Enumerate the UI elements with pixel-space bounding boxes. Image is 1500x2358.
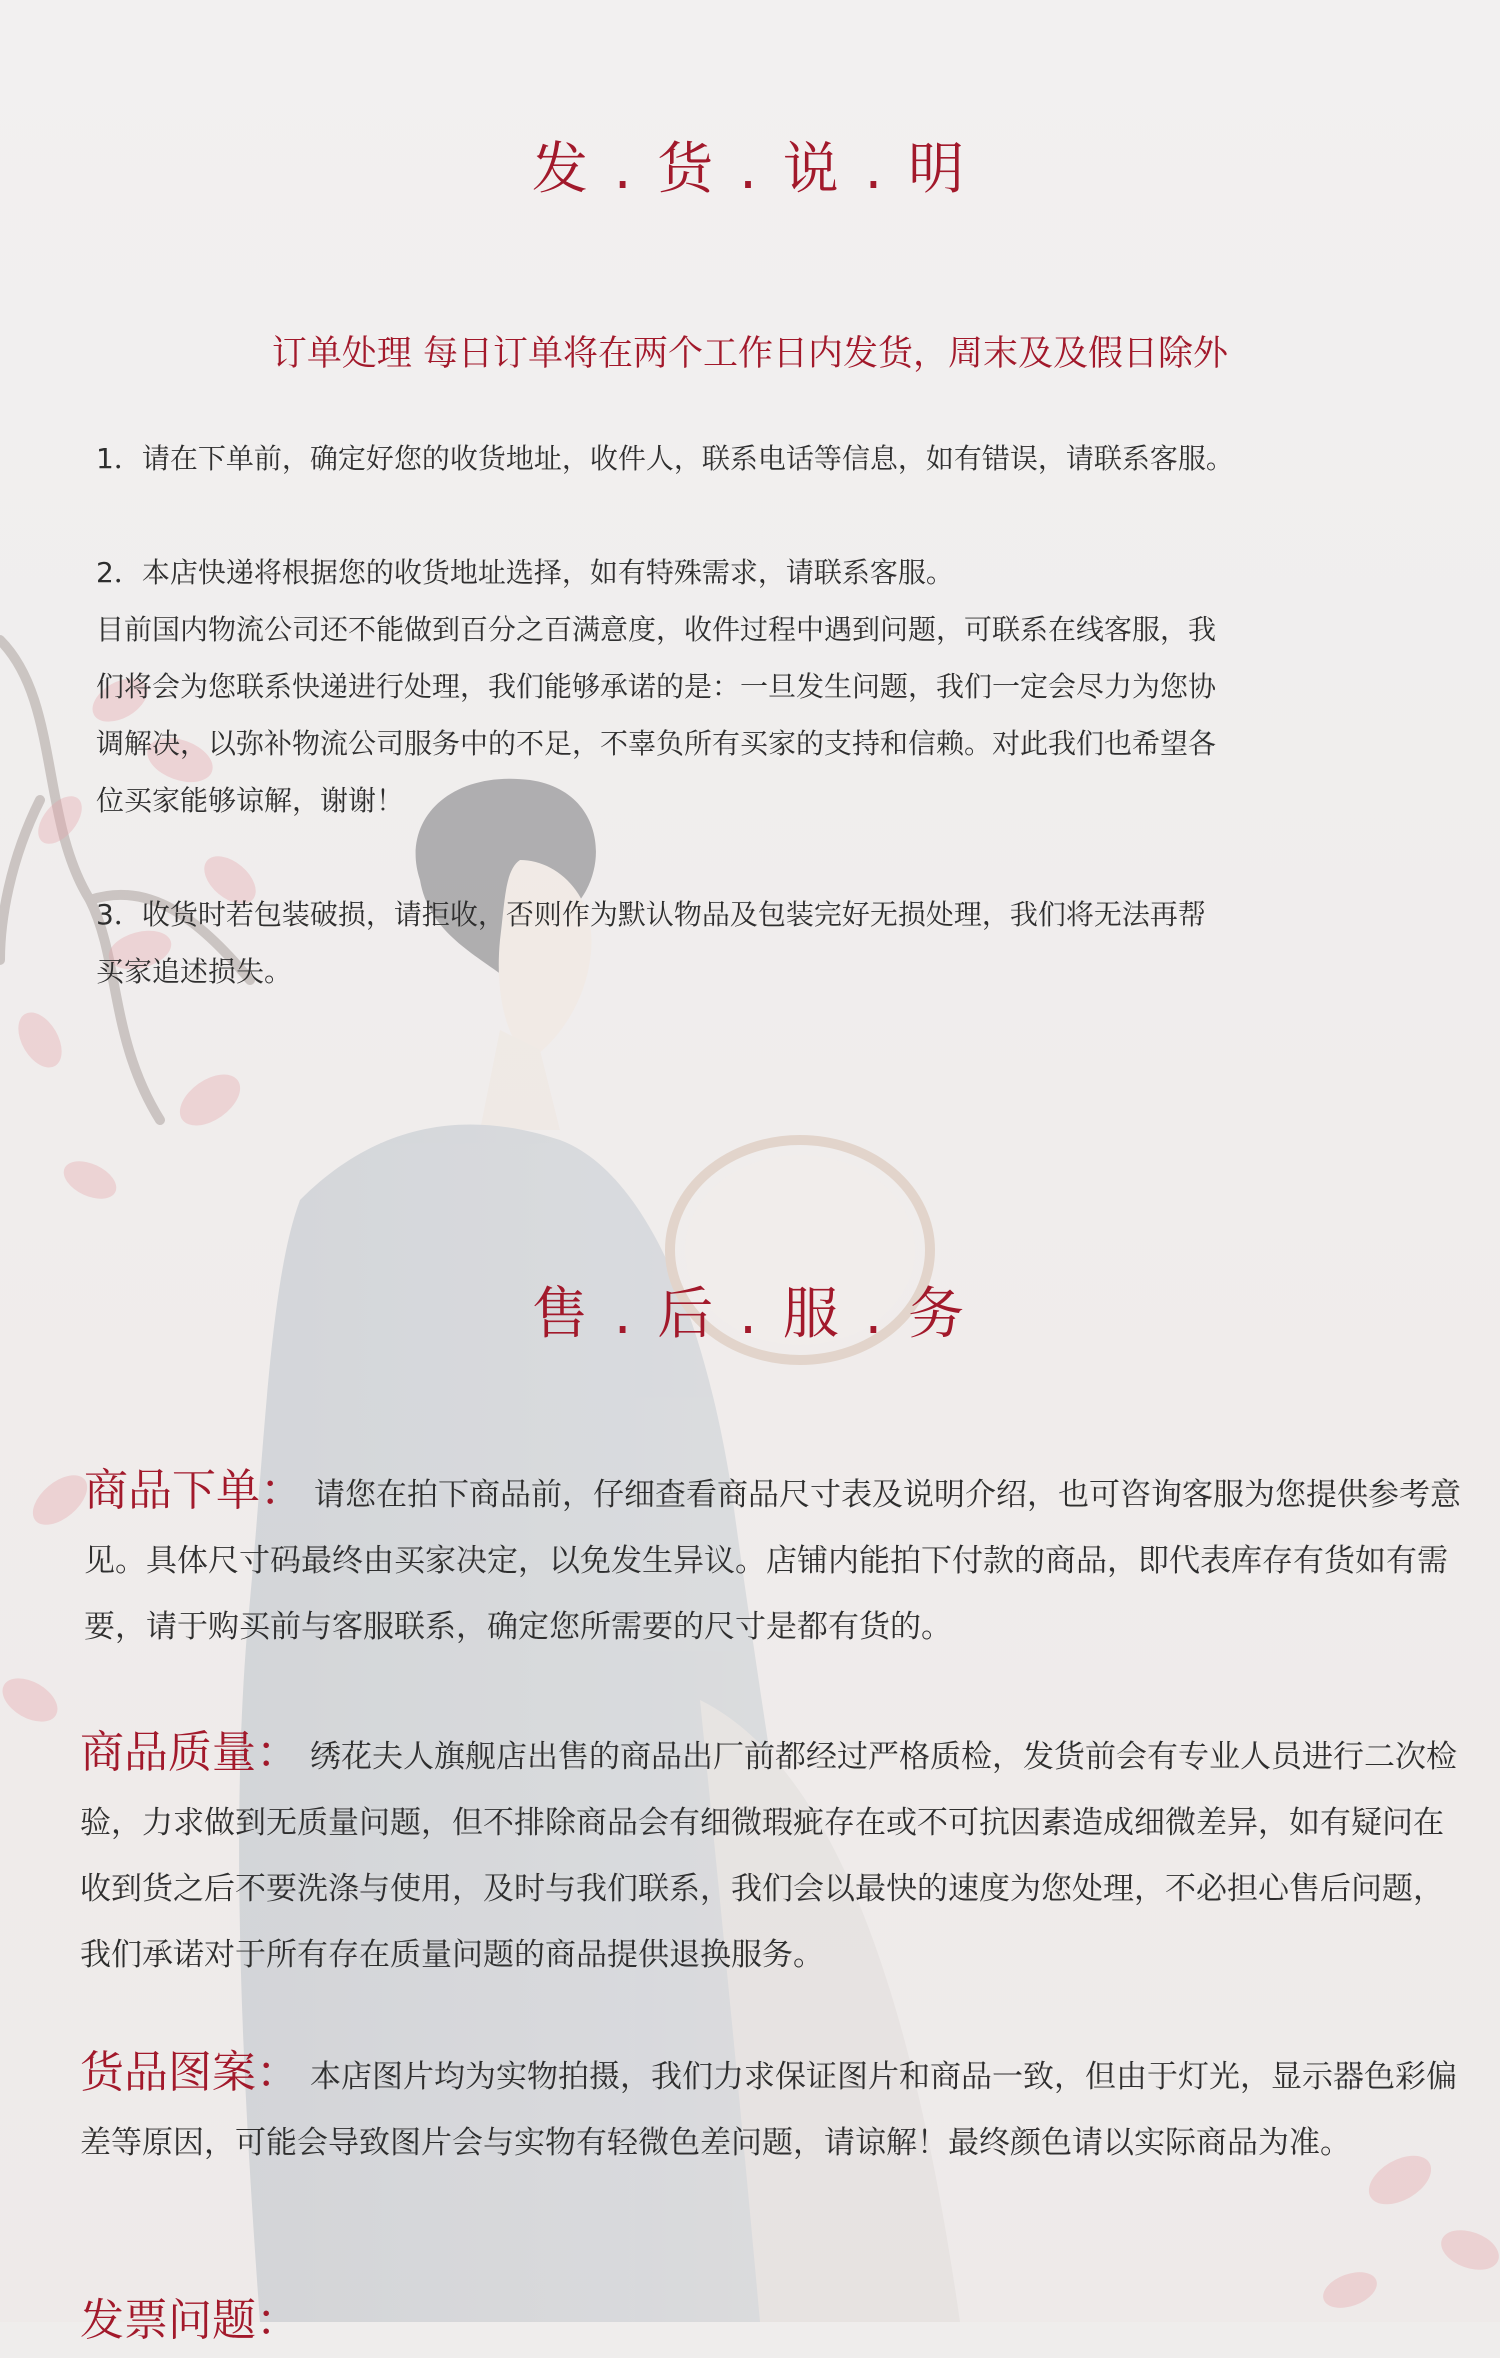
service-pattern-paragraph (80, 2040, 1460, 2176)
service-quality-paragraph (80, 1720, 1460, 1988)
service-quality-label: 商品质量： (80, 1727, 300, 1778)
service-order-label: 商品下单： (84, 1465, 304, 1516)
shipping-note-2-line: 位买家能够谅解，谢谢！ (96, 784, 405, 817)
service-invoice-paragraph (80, 2288, 1460, 2358)
shipping-note-2-line: 调解决，以弥补物流公司服务中的不足，不辜负所有买家的支持和信赖。对此我们也希望各 (96, 727, 1217, 760)
shipping-notes (96, 430, 1356, 1000)
service-quality-text: 绣花夫人旗舰店出售的商品出厂前都经过严格质检，发货前会有专业人员进行二次检验，力求做到无质量问题，但不排除商品会有细微瑕疵存在或不可抗因素造成细微差异，如有疑问在收到货之后不要洗涤与使用，及时与我们联系，我们会以最快的速度为您处理，不必担心售后问题，我们承诺对于所有存在质量问题的商品提供退换服务。 (80, 1739, 1457, 1973)
shipping-note-3-line: 买家追述损失。 (96, 955, 293, 988)
shipping-section-title: 发 . 货 . 说 . 明 (531, 137, 969, 202)
service-order-paragraph (84, 1458, 1464, 1660)
service-pattern-text: 本店图片均为实物拍摄，我们力求保证图片和商品一致，但由于灯光，显示器色彩偏差等原因，可能会导致图片会与实物有轻微色差问题，请谅解！最终颜色请以实际商品为准。 (80, 2059, 1457, 2161)
service-order-text: 请您在拍下商品前，仔细查看商品尺寸表及说明介绍，也可咨询客服为您提供参考意见。具体尺寸码最终由买家决定，以免发生异议。店铺内能拍下付款的商品，即代表库存有货如有需要，请于购买前与客服联系，确定您所需要的尺寸是都有货的。 (84, 1477, 1461, 1645)
after-sales-section-title: 售 . 后 . 服 . 务 (531, 1282, 969, 1347)
shipping-note-3: 3．收货时若包装破损，请拒收，否则作为默认物品及包装完好无损处理，我们将无法再帮 (96, 898, 1206, 931)
shipping-note-2-line: 们将会为您联系快递进行处理，我们能够承诺的是：一旦发生问题，我们一定会尽力为您协 (96, 670, 1217, 703)
shipping-note-2-line: 目前国内物流公司还不能做到百分之百满意度，收件过程中遇到问题，可联系在线客服，我 (96, 613, 1217, 646)
service-invoice-label: 发票问题： (80, 2295, 300, 2346)
shipping-note-2: 2．本店快递将根据您的收货地址选择，如有特殊需求，请联系客服。 (96, 556, 954, 589)
shipping-note-1: 1．请在下单前，确定好您的收货地址，收件人，联系电话等信息，如有错误，请联系客服。 (96, 442, 1234, 475)
order-processing-line: 订单处理 每日订单将在两个工作日内发货，周末及及假日除外 (271, 334, 1229, 374)
service-pattern-label: 货品图案： (80, 2047, 300, 2098)
